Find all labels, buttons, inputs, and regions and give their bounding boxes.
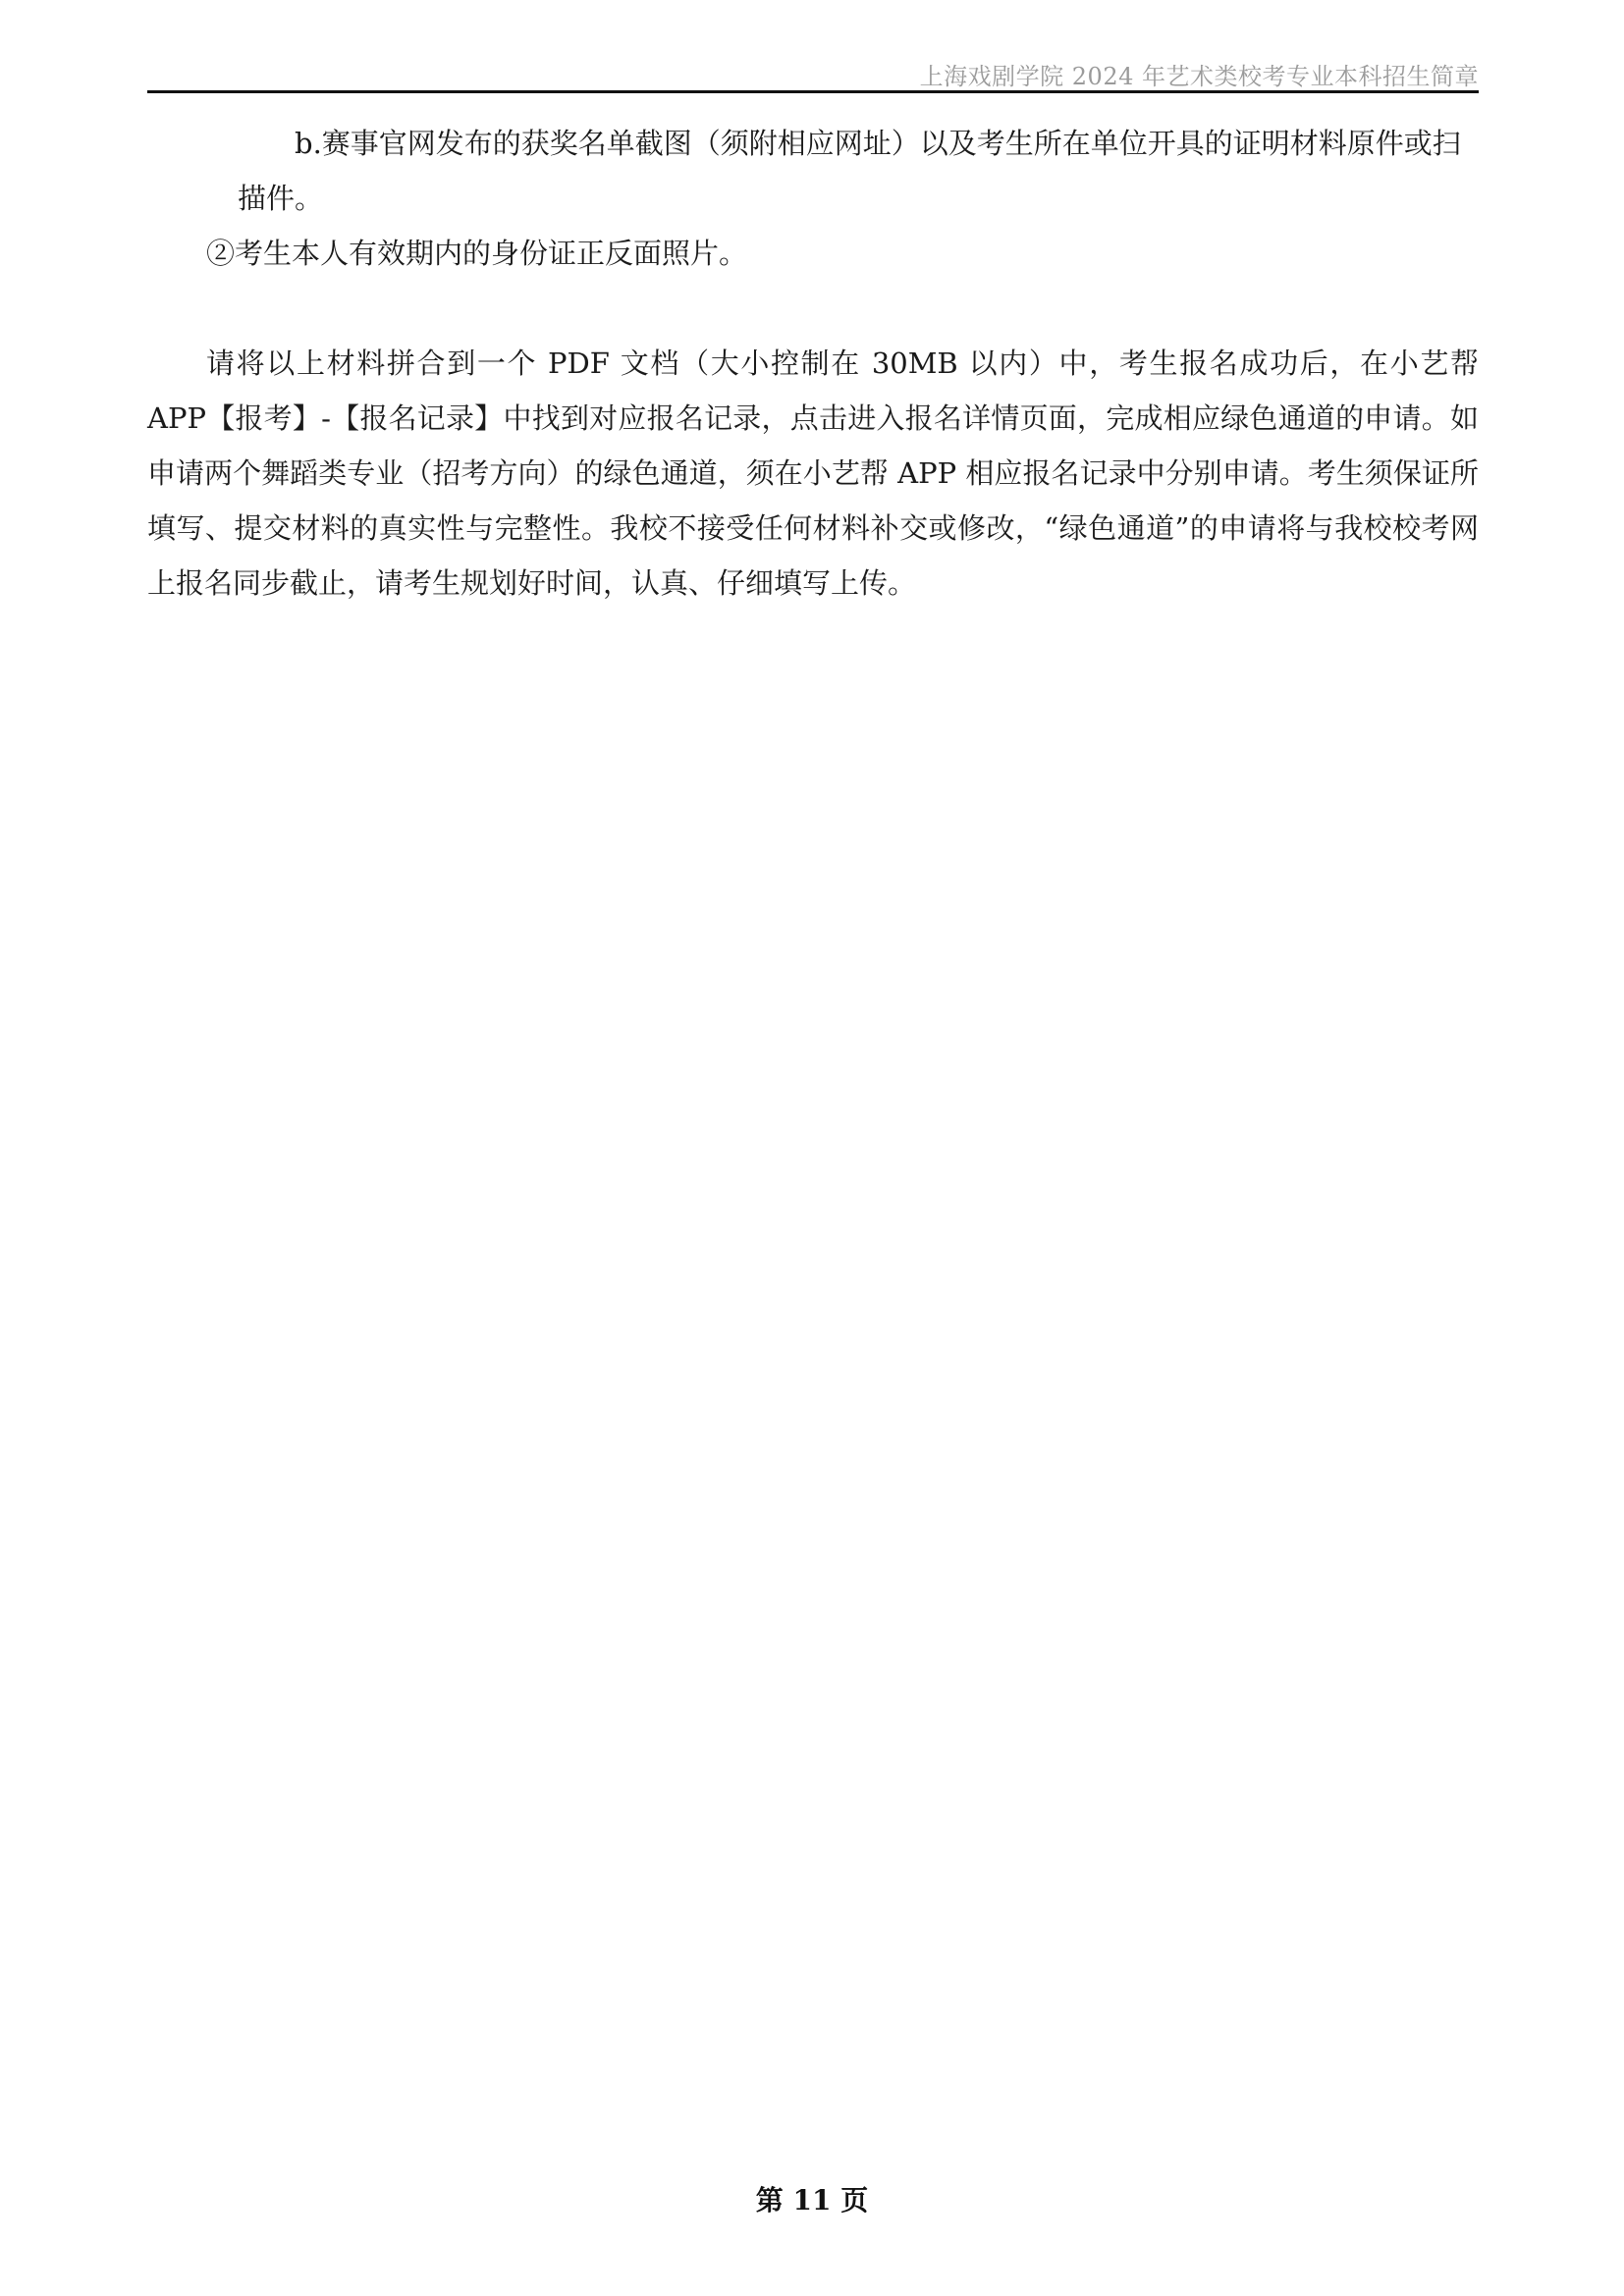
page-header <box>147 55 1479 93</box>
page-number: 第 11 页 <box>755 2184 869 2216</box>
document-title: 上海戏剧学院 2024 年艺术类校考专业本科招生简章 <box>919 63 1479 90</box>
main-paragraph: 请将以上材料拼合到一个 PDF 文档（大小控制在 30MB 以内）中，考生报名成功后，在小艺帮 APP【报考】-【报名记录】中找到对应报名记录，点击进入报名详情页面，完成相应绿色通道的申请。如申请两个舞蹈类专业（招考方向）的绿色通道，须在小艺帮 APP 相应报名记录中分别申请。考生须保证所填写、提交材料的真实性与完整性。我校不接受任何材料补交或修改，“绿色通道”的申请将与我校校考网上报名同步截止，请考生规划好时间，认真、仔细填写上传。 <box>147 347 1479 600</box>
item-b-line1: b.赛事官网发布的获奖名单截图（须附相应网址）以及考生所在单位开具的证明材料原件或扫 <box>295 127 1461 160</box>
item-b-line2: 描件。 <box>238 182 324 215</box>
item-id-card: ②考生本人有效期内的身份证正反面照片。 <box>206 237 748 270</box>
paragraph-gap <box>147 281 1479 336</box>
document-body <box>147 116 1479 611</box>
